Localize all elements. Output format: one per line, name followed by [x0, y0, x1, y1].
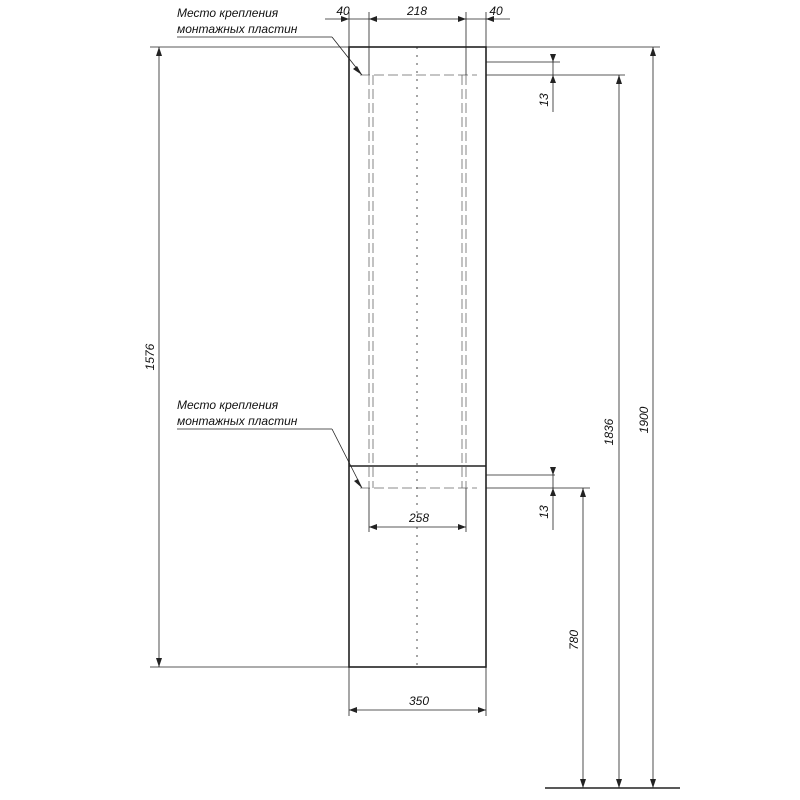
arrowhead — [156, 658, 162, 667]
dim-top-plate-offset: 13 — [537, 93, 551, 107]
dim-top-spacing: 218 — [406, 4, 428, 18]
dimension-1576 — [143, 47, 349, 667]
dimension-top-13 — [486, 54, 625, 112]
arrowhead — [580, 488, 586, 497]
top-width-dimensions — [325, 4, 510, 75]
arrowhead — [458, 524, 466, 530]
arrowhead — [354, 479, 362, 488]
arrowhead — [353, 66, 362, 75]
dim-lower-plate-offset: 13 — [537, 505, 551, 519]
arrowhead — [650, 779, 656, 788]
arrowhead — [616, 75, 622, 84]
dimension-258 — [369, 488, 466, 532]
callout-middle-line1: Место крепления — [177, 398, 279, 412]
arrowhead — [369, 16, 377, 22]
arrowhead — [478, 707, 486, 713]
callout-middle-line2: монтажных пластин — [177, 414, 298, 428]
callout-top-line1: Место крепления — [177, 6, 279, 20]
dim-top-right-offset: 40 — [489, 4, 503, 18]
arrowhead — [156, 47, 162, 56]
dim-base-height: 780 — [567, 629, 581, 651]
cabinet-body — [349, 47, 486, 667]
dim-plate-width: 258 — [408, 511, 430, 525]
dim-upper-section-height: 1576 — [143, 343, 157, 371]
arrowhead — [349, 707, 357, 713]
arrowhead — [580, 779, 586, 788]
dimension-350 — [349, 667, 486, 716]
arrowhead — [550, 467, 556, 475]
arrowhead — [458, 16, 466, 22]
callout-middle-leader — [332, 429, 362, 488]
arrowhead — [650, 47, 656, 56]
arrowhead — [550, 488, 556, 496]
callout-top — [177, 6, 362, 75]
mounting-plate-hidden-lines — [360, 75, 477, 488]
arrowhead — [616, 779, 622, 788]
arrowhead — [369, 524, 377, 530]
cabinet-outline — [349, 47, 486, 667]
callout-middle — [177, 398, 362, 488]
dim-plate-height: 1836 — [602, 418, 616, 446]
dimension-780 — [567, 488, 586, 788]
dimension-1900 — [486, 47, 660, 788]
dim-top-left-offset: 40 — [336, 4, 350, 18]
arrowhead — [550, 54, 556, 62]
dimension-lower-13 — [486, 467, 590, 530]
dim-overall-width: 350 — [408, 694, 430, 708]
arrowhead — [550, 75, 556, 83]
callout-top-line2: монтажных пластин — [177, 22, 298, 36]
dim-total-height: 1900 — [637, 406, 651, 434]
dimension-1836 — [602, 75, 622, 788]
